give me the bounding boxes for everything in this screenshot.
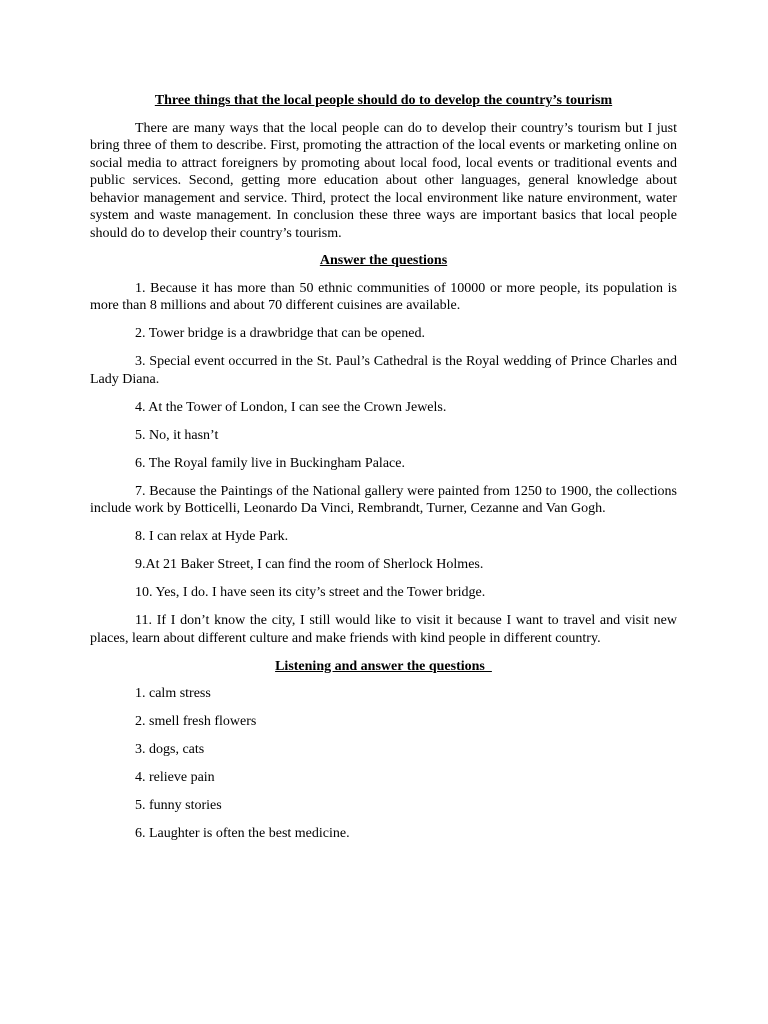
listening-item-1: 1. calm stress bbox=[135, 686, 211, 701]
answer-item-8: 8. I can relax at Hyde Park. bbox=[135, 529, 289, 544]
listening-item-2: 2. smell fresh flowers bbox=[135, 714, 257, 729]
answer-item-4: 4. At the Tower of London, I can see the Crown Jewels. bbox=[135, 399, 447, 415]
answer-item-3: 3. Special event occurred in the St. Paul’s Cathedral is the Royal wedding of Prince Charles and Lady Diana. bbox=[90, 354, 677, 387]
document-page bbox=[90, 92, 677, 853]
answers-title: Answer the questions bbox=[319, 253, 448, 268]
answer-item-6: 6. The Royal family live in Buckingham Palace. bbox=[135, 455, 405, 471]
listening-item-3: 3. dogs, cats bbox=[135, 742, 205, 757]
listening-item-6: 6. Laughter is often the best medicine. bbox=[135, 826, 350, 841]
listening-item-4: 4. relieve pain bbox=[135, 770, 215, 785]
essay-body: There are many ways that the local people can do to develop their country’s tourism but I just bring three of them to describe. First, promoting the attraction of the local events or marketing online on social media to attract foreigners by promoting about local food, local events or traditional events and public services. Second, getting more education about other languages, general knowledge about behavior management and service. Third, protect the local environment like nature environment, water system and waste management. In conclusion these three ways are important basics that local people should do to develop their country’s tourism. bbox=[90, 120, 677, 241]
answer-item-11: 11. If I don’t know the city, I still would like to visit it because I want to travel and visit new places, learn about different culture and make friends with kind people in different country. bbox=[90, 613, 677, 646]
answer-item-9: 9.At 21 Baker Street, I can find the room of Sherlock Holmes. bbox=[135, 557, 484, 572]
answer-item-2: 2. Tower bridge is a drawbridge that can be opened. bbox=[135, 326, 425, 341]
answer-item-10: 10. Yes, I do. I have seen its city’s street and the Tower bridge. bbox=[135, 585, 486, 600]
answer-item-1: 1. Because it has more than 50 ethnic communities of 10000 or more people, its population is more than 8 millions and about 70 different cuisines are available. bbox=[90, 280, 677, 313]
essay-title: Three things that the local people should do to develop the country’s tourism bbox=[154, 93, 613, 108]
answer-item-5: 5. No, it hasn’t bbox=[135, 427, 219, 443]
answer-item-7: 7. Because the Paintings of the National gallery were painted from 1250 to 1900, the collections include work by Botticelli, Leonardo Da Vinci, Rembrandt, Turner, Cezanne and Van Gogh. bbox=[90, 483, 677, 516]
listening-item-5: 5. funny stories bbox=[135, 798, 222, 813]
listening-title: Listening and answer the questions bbox=[275, 658, 492, 674]
